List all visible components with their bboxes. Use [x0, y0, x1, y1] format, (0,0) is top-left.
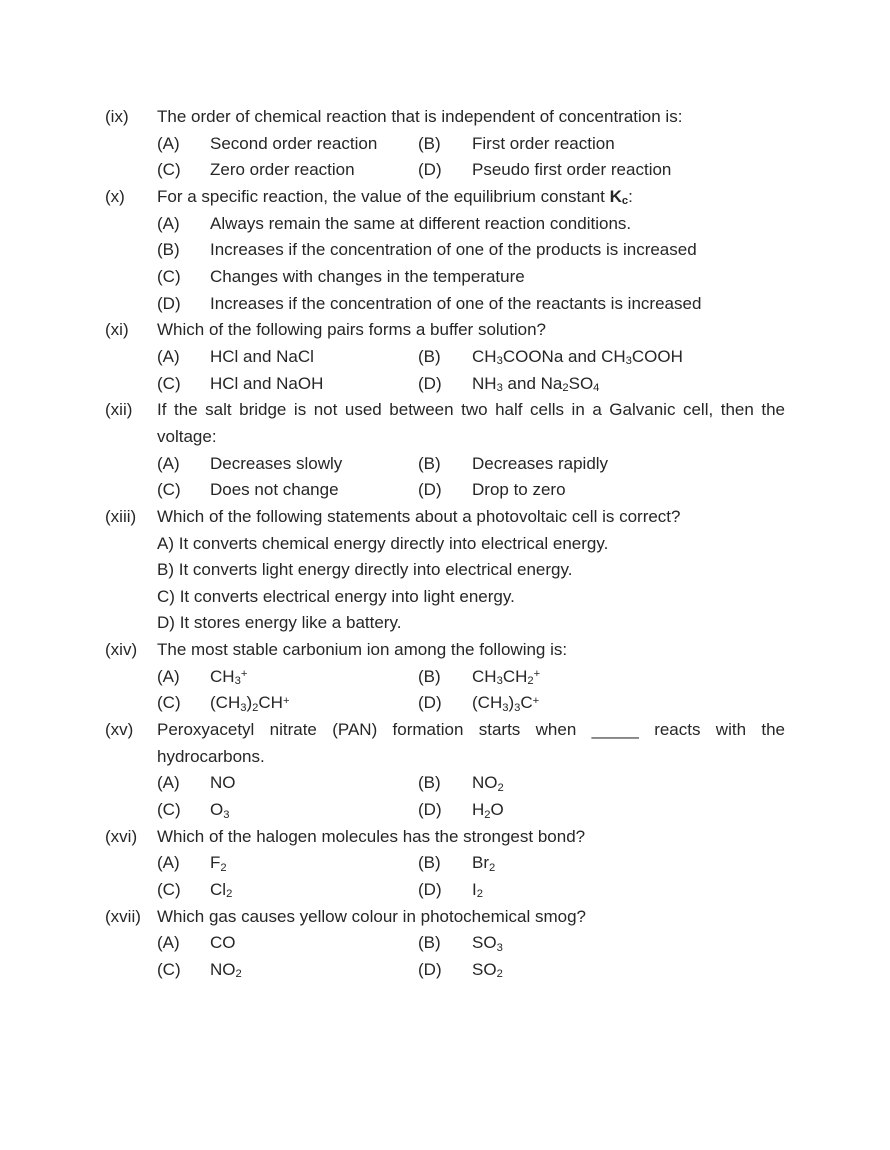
option-letter: (A) [157, 853, 180, 873]
option-text: Decreases slowly [210, 453, 343, 473]
option-row [157, 131, 785, 158]
option-letter: (A) [157, 933, 180, 953]
option-text: $SO_2$ [472, 960, 503, 981]
question-number: (xv) [105, 720, 134, 740]
option-text: Pseudo first order reaction [472, 160, 672, 180]
option-row [157, 291, 785, 318]
option-text: Changes with changes in the temperature [210, 266, 525, 286]
option-letter: (A) [157, 133, 180, 153]
option-row [157, 211, 785, 238]
option-letter: (A) [157, 213, 180, 233]
question-number: (xvii) [105, 906, 141, 926]
option-text: Increases if the concentration of one of the reactants is increased [210, 293, 702, 313]
option-text: $O_3$ [210, 800, 230, 821]
option-text: $(CH_3)_2CH^+$ [210, 693, 290, 714]
question-line: For a specific reaction, the value of the equilibrium constant $K_c$: [157, 186, 633, 208]
option-text: HCl and NaCl [210, 346, 314, 366]
question-item-xiv [105, 637, 785, 717]
question-number: (xvi) [105, 826, 138, 846]
option-text: $I_2$ [472, 880, 483, 901]
option-letter: (B) [418, 133, 441, 153]
option-letter: (D) [418, 160, 442, 180]
question-body [157, 717, 785, 824]
option-letter: B) [157, 560, 174, 580]
option-text: Zero order reaction [210, 160, 355, 180]
question-line: Which of the following pairs forms a buffer solution? [157, 320, 546, 340]
option-row [157, 264, 785, 291]
option-text: $H_2O$ [472, 800, 504, 821]
option-row [157, 930, 785, 957]
question-number: (x) [105, 186, 125, 206]
option-line [157, 584, 785, 611]
option-letter: (A) [157, 453, 180, 473]
option-row [157, 877, 785, 904]
question-item-ix [105, 104, 785, 184]
option-row [157, 451, 785, 478]
question-item-xiii [105, 504, 785, 637]
option-text: NO [210, 773, 236, 793]
option-letter: (C) [157, 373, 181, 393]
question-line: The order of chemical reaction that is independent of concentration is: [157, 107, 683, 126]
option-row [157, 237, 785, 264]
option-letter: (B) [418, 453, 441, 473]
question-list [105, 104, 785, 984]
option-text: Increases if the concentration of one of the products is increased [210, 240, 697, 260]
option-row [157, 957, 785, 984]
option-letter: (C) [157, 160, 181, 180]
option-row [157, 664, 785, 691]
option-letter: (D) [418, 800, 442, 820]
option-text: $CH_3^+$ [210, 666, 248, 688]
option-letter: (C) [157, 800, 181, 820]
option-row [157, 157, 785, 184]
question-item-x [105, 184, 785, 317]
option-letter: A) [157, 533, 174, 553]
question-number: (xiv) [105, 640, 138, 660]
option-letter: (B) [418, 933, 441, 953]
question-body [157, 824, 785, 904]
question-line: voltage: [157, 426, 217, 446]
option-text: Second order reaction [210, 133, 378, 153]
option-text: $Br_2$ [472, 853, 496, 874]
option-letter: (B) [418, 853, 441, 873]
option-letter: (D) [418, 960, 442, 979]
option-letter: (B) [418, 346, 441, 366]
option-text: Does not change [210, 480, 339, 500]
question-item-xii [105, 397, 785, 504]
question-body [157, 504, 785, 637]
question-item-xvii [105, 904, 785, 984]
option-text: Decreases rapidly [472, 453, 609, 473]
option-letter: (C) [157, 960, 181, 979]
question-body [157, 104, 785, 184]
option-text: First order reaction [472, 133, 615, 153]
option-line [157, 557, 785, 584]
option-text: It converts light energy directly into electrical energy. [178, 560, 573, 580]
option-letter: (C) [157, 480, 181, 500]
option-text: Always remain the same at different reaction conditions. [210, 213, 632, 233]
option-text: $NH_3$ and $Na_2SO_4$ [472, 373, 600, 395]
option-row [157, 850, 785, 877]
option-letter: (B) [418, 666, 441, 686]
question-number: (xii) [105, 400, 133, 420]
option-letter: (D) [418, 480, 442, 500]
option-text: $CH_3COONa$ and $CH_3COOH$ [472, 346, 683, 368]
option-row [157, 770, 785, 797]
option-letter: (A) [157, 666, 180, 686]
question-body [157, 184, 785, 317]
question-body [157, 637, 785, 717]
option-text: It converts chemical energy directly into electrical energy. [178, 533, 609, 553]
option-text: $NO_2$ [210, 960, 242, 981]
question-line: hydrocarbons. [157, 746, 265, 766]
option-row [157, 690, 785, 717]
option-letter: D) [157, 613, 175, 633]
option-letter: (D) [418, 880, 442, 900]
question-body [157, 317, 785, 397]
option-text: HCl and NaOH [210, 373, 324, 393]
option-letter: (B) [418, 773, 441, 793]
question-body [157, 904, 785, 984]
question-line: The most stable carbonium ion among the following is: [157, 640, 568, 660]
option-letter: (D) [418, 373, 442, 393]
option-text: $(CH_3)_3C^+$ [472, 693, 540, 714]
question-number: (ix) [105, 107, 129, 126]
question-line: If the salt bridge is not used between two half cells in a Galvanic cell, then the [157, 400, 785, 420]
option-row [157, 344, 785, 371]
option-letter: (C) [157, 266, 181, 286]
question-number: (xiii) [105, 506, 137, 526]
option-letter: (D) [418, 693, 442, 713]
option-letter: (A) [157, 773, 180, 793]
option-text: $NO_2$ [472, 773, 504, 794]
option-line [157, 610, 785, 637]
question-line: Peroxyacetyl nitrate (PAN) formation starts when _____ reacts with the [157, 720, 785, 740]
option-row [157, 797, 785, 824]
option-text: $Cl_2$ [210, 880, 233, 901]
option-text: It stores energy like a battery. [179, 613, 402, 633]
option-letter: (B) [157, 240, 180, 260]
option-letter: (A) [157, 346, 180, 366]
option-letter: (D) [157, 293, 181, 313]
question-item-xv [105, 717, 785, 824]
option-line [157, 531, 785, 558]
option-text: $SO_3$ [472, 933, 503, 954]
question-line: Which of the following statements about a photovoltaic cell is correct? [157, 506, 681, 526]
question-line: Which of the halogen molecules has the strongest bond? [157, 826, 586, 846]
question-item-xvi [105, 824, 785, 904]
question-number: (xi) [105, 320, 129, 340]
question-item-xi [105, 317, 785, 397]
option-text: $F_2$ [210, 853, 227, 874]
option-letter: (C) [157, 693, 181, 713]
option-text: It converts electrical energy into light energy. [179, 586, 515, 606]
option-row [157, 477, 785, 504]
option-text: Drop to zero [472, 480, 566, 500]
question-line: Which gas causes yellow colour in photochemical smog? [157, 906, 586, 926]
question-body [157, 397, 785, 504]
option-text: $CH_3CH_2^+$ [472, 666, 541, 688]
option-row [157, 371, 785, 398]
option-letter: C) [157, 586, 175, 606]
option-text: CO [210, 933, 236, 953]
option-letter: (C) [157, 880, 181, 900]
